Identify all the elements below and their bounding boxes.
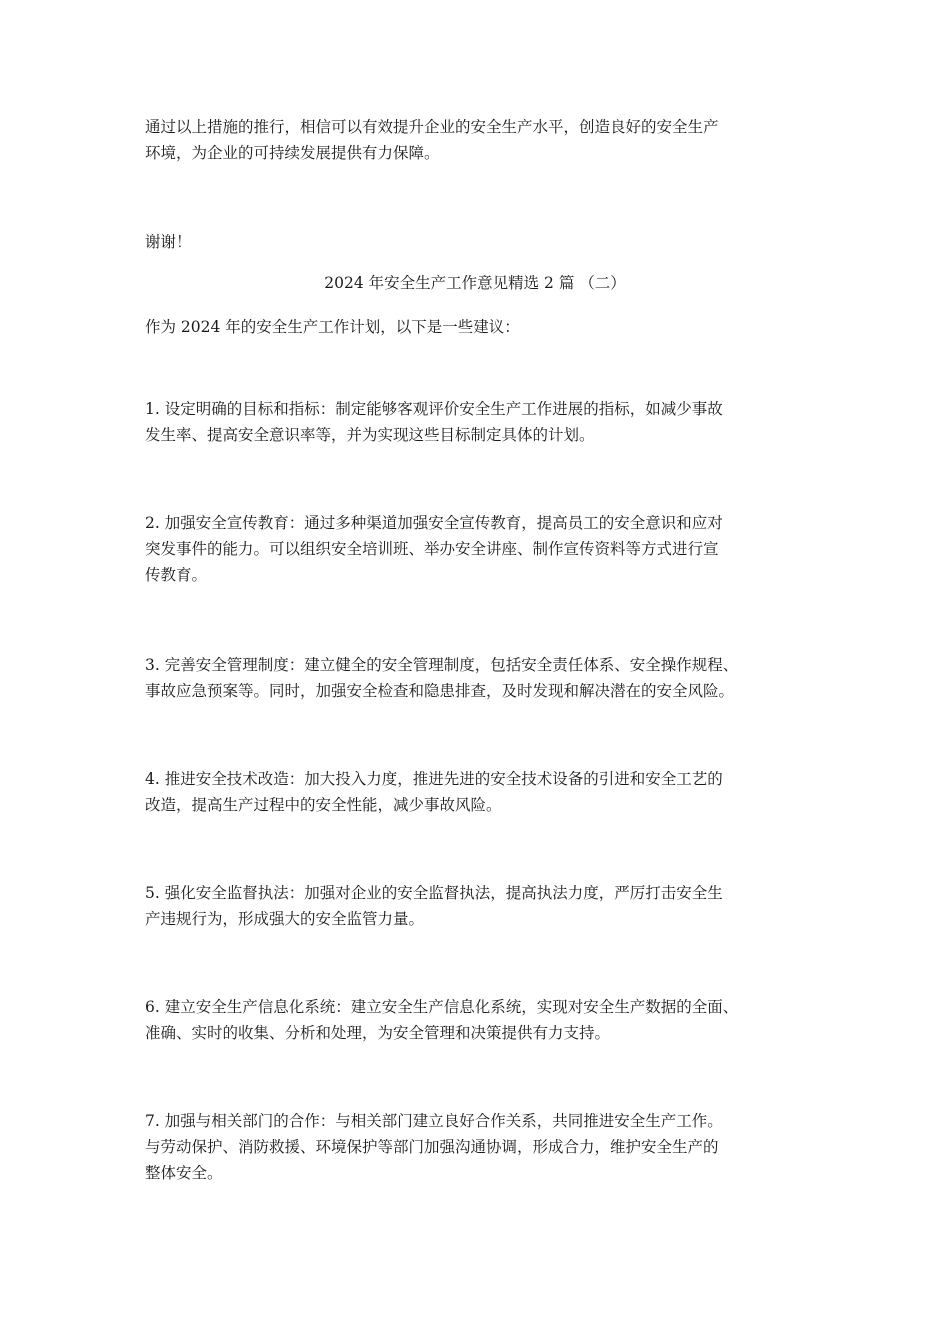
intro-paragraph: 作为 2024 年的安全生产工作计划，以下是一些建议： bbox=[145, 318, 520, 336]
list-item: 5. 强化安全监督执法：加强对企业的安全监督执法，提高执法力度，严厉打击安全生 产违规行为，形成强大的安全监管力量。 bbox=[145, 884, 723, 928]
list-item: 6. 建立安全生产信息化系统：建立安全生产信息化系统，实现对安全生产数据的全面、 准确、实时的收集、分析和处理，为安全管理和决策提供有力支持。 bbox=[145, 998, 739, 1042]
conclusion-paragraph bbox=[145, 114, 825, 166]
conclusion-line: 通过以上措施的推行，相信可以有效提升企业的安全生产水平，创造良好的安全生产 bbox=[145, 118, 719, 136]
thanks-text: 谢谢！ bbox=[145, 233, 192, 251]
document-title: 2024 年安全生产工作意见精选 2 篇 （二） bbox=[324, 274, 626, 292]
conclusion-line: 环境，为企业的可持续发展提供有力保障。 bbox=[145, 144, 440, 162]
list-item: 3. 完善安全管理制度：建立健全的安全管理制度，包括安全责任体系、安全操作规程、 事故应急预案等。同时，加强安全检查和隐患排查，及时发现和解决潜在的安全风险。 bbox=[145, 656, 739, 700]
list-item: 7. 加强与相关部门的合作：与相关部门建立良好合作关系，共同推进安全生产工作。 与劳动保护、消防救援、环境保护等部门加强沟通协调，形成合力，维护安全生产的 整体安全。 bbox=[145, 1112, 723, 1182]
list-item: 2. 加强安全宣传教育：通过多种渠道加强安全宣传教育，提高员工的安全意识和应对 突发事件的能力。可以组织安全培训班、举办安全讲座、制作宣传资料等方式进行宣 传教育。 bbox=[145, 514, 723, 584]
list-item: 1. 设定明确的目标和指标：制定能够客观评价安全生产工作进展的指标，如减少事故 发生率、提高安全意识率等，并为实现这些目标制定具体的计划。 bbox=[145, 400, 723, 444]
list-item: 4. 推进安全技术改造：加大投入力度，推进先进的安全技术设备的引进和安全工艺的 改造，提高生产过程中的安全性能，减少事故风险。 bbox=[145, 770, 723, 814]
